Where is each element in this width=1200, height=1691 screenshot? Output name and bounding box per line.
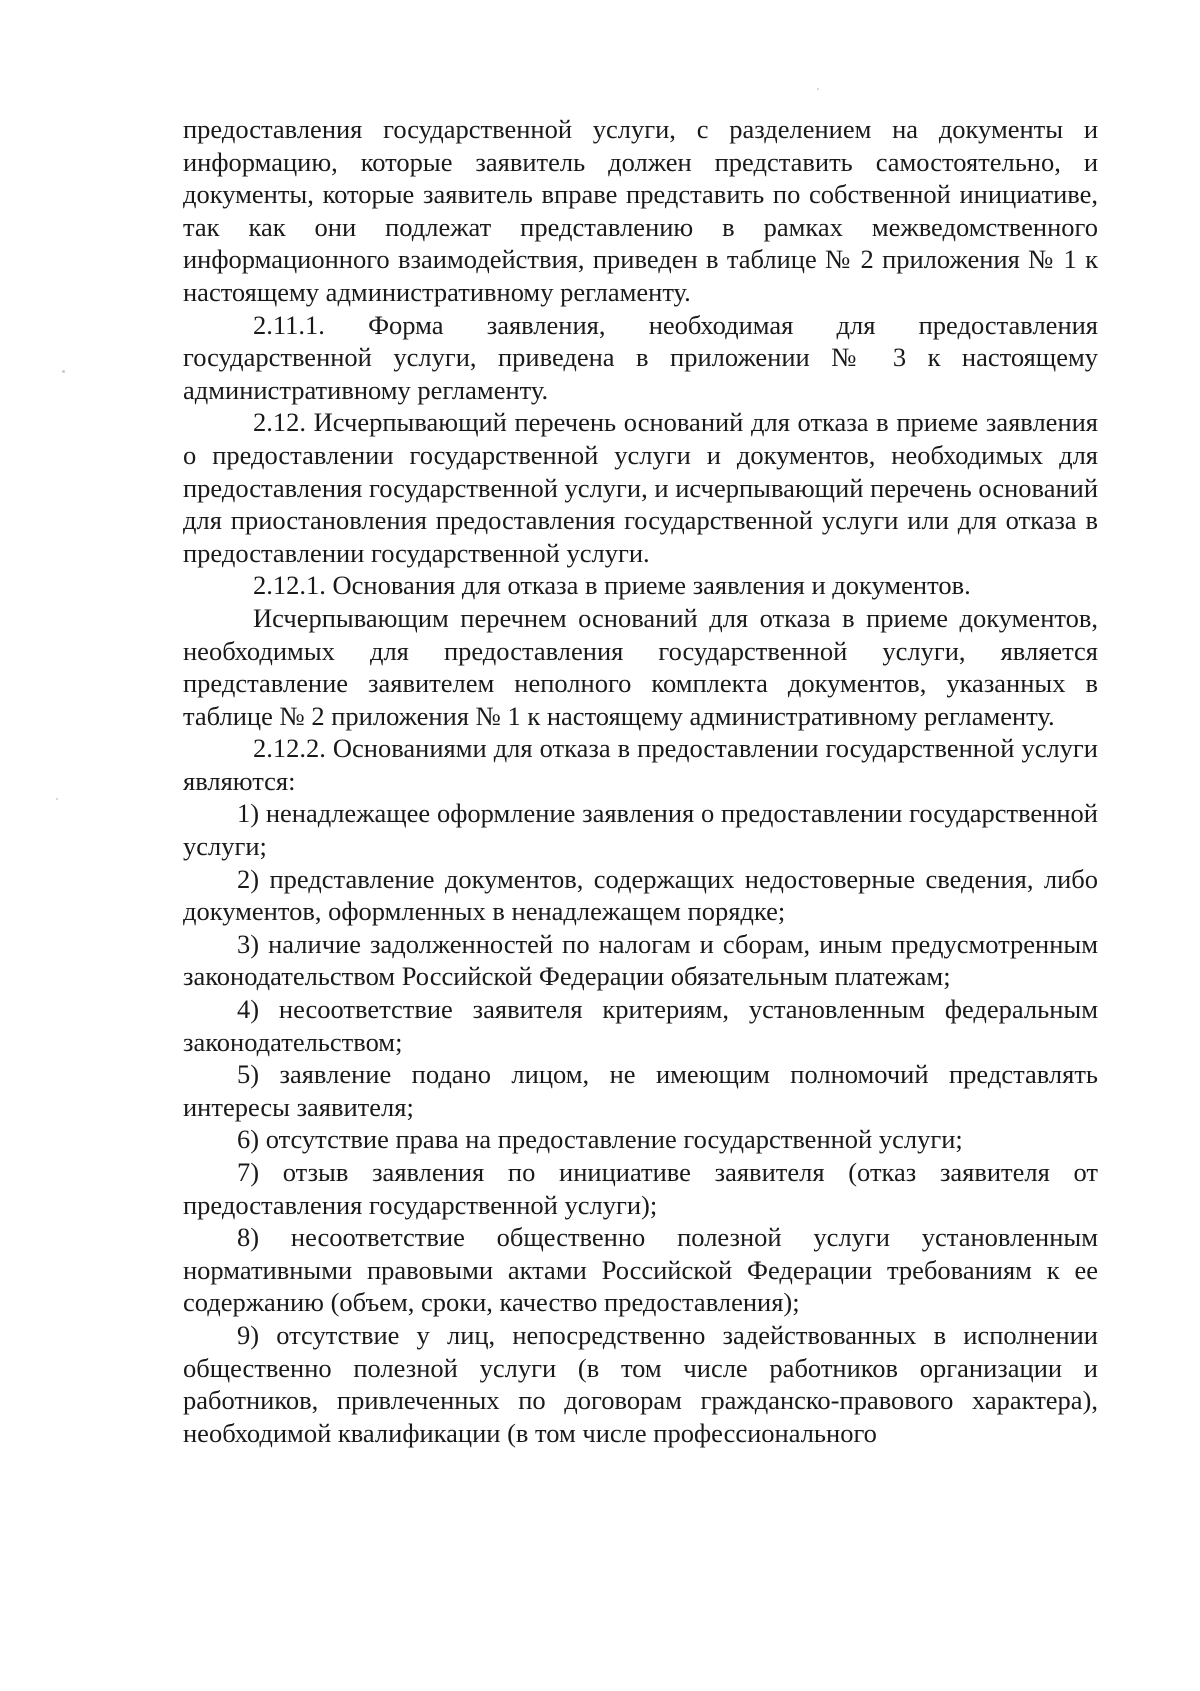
scan-speck	[62, 370, 65, 373]
paragraph-refusal-grounds: Исчерпывающим перечнем оснований для отказа в приеме документов, необходимых для предоставления государственной услуги, является представление заявителем неполного комплекта документов, указанных в таблице № 2 приложения № 1 к настоящему административному регламенту.	[183, 602, 1098, 731]
list-item-2: 2) представление документов, содержащих недостоверные сведения, либо документов, оформленных в ненадлежащем порядке;	[183, 863, 1098, 927]
paragraph-continuation: предоставления государственной услуги, с разделением на документы и информацию, которые заявитель должен представить самостоятельно, и документы, которые заявитель вправе представить по собственной инициативе, так как они подлежат представлению в рамках межведомственного информационного взаимодействия, приведен в таблице № 2 приложения № 1 к настоящему административному регламенту.	[183, 114, 1098, 307]
list-item-5: 5) заявление подано лицом, не имеющим полномочий представлять интересы заявителя;	[183, 1059, 1098, 1122]
paragraph-2-12-2: 2.12.2. Основаниями для отказа в предоставлении государственной услуги являются:	[183, 733, 1098, 796]
paragraph-2-11-1: 2.11.1. Форма заявления, необходимая для предоставления государственной услуги, приведена в приложении № 3 к настоящему административному регламенту.	[183, 309, 1098, 405]
document-body	[183, 113, 1098, 1449]
list-item-8: 8) несоответствие общественно полезной услуги установленным нормативными правовыми актами Российской Федерации требованиям к ее содержанию (объем, сроки, качество предоставления);	[183, 1222, 1098, 1318]
scan-speck	[817, 88, 819, 90]
paragraph-2-12: 2.12. Исчерпывающий перечень оснований для отказа в приеме заявления о предоставлении государственной услуги и документов, необходимых для предоставления государственной услуги, и исчерпывающий перечень оснований для приостановления предоставления государственной услуги или для отказа в предоставлении государственной услуги.	[183, 407, 1098, 568]
scan-speck	[56, 798, 58, 800]
list-item-9: 9) отсутствие у лиц, непосредственно задействованных в исполнении общественно полезной услуги (в том числе работников организации и работников, привлеченных по договорам гражданско-правового характера), необходимой квалификации (в том числе профессионального	[183, 1319, 1098, 1448]
list-item-3: 3) наличие задолженностей по налогам и сборам, иным предусмотренным законодательством Российской Федерации обязательным платежам;	[183, 928, 1098, 992]
list-item-7: 7) отзыв заявления по инициативе заявителя (отказ заявителя от предоставления государственной услуги);	[183, 1157, 1098, 1220]
list-item-1: 1) ненадлежащее оформление заявления о предоставлении государственной услуги;	[183, 798, 1098, 862]
list-item-6: 6) отсутствие права на предоставление государственной услуги;	[237, 1124, 963, 1155]
paragraph-2-12-1: 2.12.1. Основания для отказа в приеме заявления и документов.	[253, 570, 971, 601]
list-item-4: 4) несоответствие заявителя критериям, установленным федеральным законодательством;	[183, 994, 1098, 1057]
